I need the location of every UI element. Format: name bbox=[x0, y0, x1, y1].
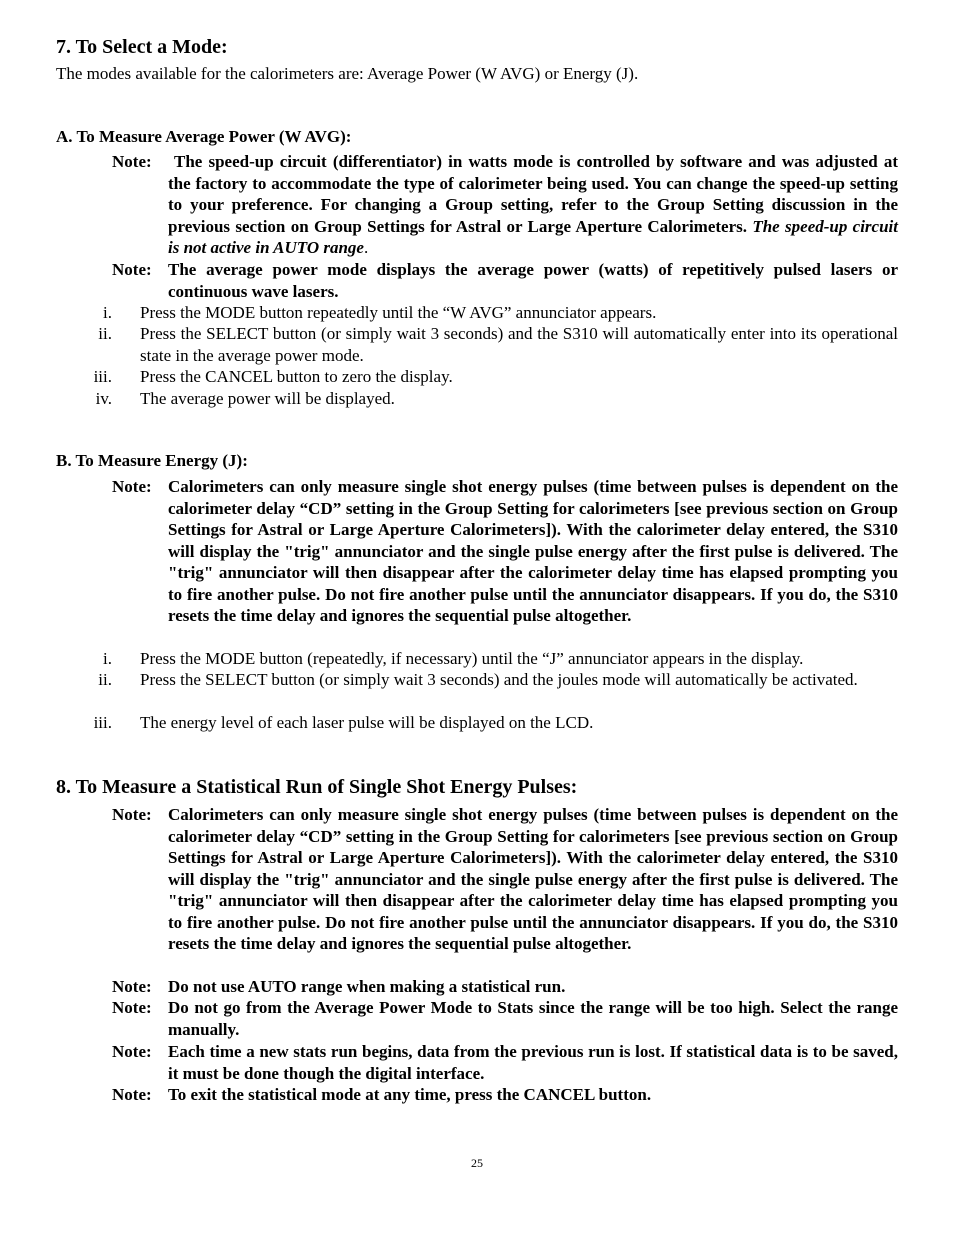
section-a-step-4 bbox=[56, 388, 898, 410]
section-b-step-1 bbox=[56, 648, 898, 670]
section-a-heading: A. To Measure Average Power (W AVG): bbox=[56, 127, 352, 146]
note-text: Do not use AUTO range when making a statistical run. bbox=[168, 977, 566, 996]
section-8-note-1 bbox=[112, 804, 898, 955]
page-number: 25 bbox=[471, 1156, 483, 1170]
step-number: i. bbox=[103, 649, 112, 668]
step-number: ii. bbox=[98, 670, 112, 689]
step-text: Press the SELECT button (or simply wait 3 seconds) and the S310 will automatically enter into its operational state in the average power mode. bbox=[140, 324, 898, 365]
step-text: The energy level of each laser pulse will be displayed on the LCD. bbox=[140, 713, 594, 732]
section-a-note-average-power bbox=[112, 259, 898, 302]
section-7-intro: The modes available for the calorimeters are: Average Power (W AVG) or Energy (J). bbox=[56, 64, 639, 83]
step-number: iii. bbox=[93, 367, 112, 386]
section-a-step-3 bbox=[56, 366, 898, 388]
note-text: The average power mode displays the average power (watts) of repetitively pulsed lasers or continuous wave lasers. bbox=[168, 260, 898, 301]
section-8-note-3 bbox=[112, 997, 898, 1040]
note-label: Note: bbox=[112, 477, 152, 496]
section-8-note-2 bbox=[112, 976, 898, 998]
note-italic-text: The speed-up circuit is not active in AUTO range bbox=[168, 216, 898, 257]
section-a-step-1 bbox=[56, 302, 898, 324]
note-label: Note: bbox=[112, 152, 152, 171]
note-text: To exit the statistical mode at any time, press the CANCEL button. bbox=[168, 1085, 652, 1104]
step-text: The average power will be displayed. bbox=[140, 389, 395, 408]
note-text: The speed-up circuit (differentiator) in watts mode is controlled by software and was adjusted at the factory to accommodate the type of calorimeter being used. You can change the speed-up setting to your preference. For changing a Group setting, refer to the Group Setting discussion in the previous section on Group Settings for Astral or Large Aperture Calorimeters. bbox=[168, 152, 898, 236]
step-number: iii. bbox=[93, 713, 112, 732]
step-text: Press the MODE button (repeatedly, if necessary) until the “J” annunciator appears in the display. bbox=[140, 649, 804, 668]
step-number: iv. bbox=[95, 389, 112, 408]
step-number: ii. bbox=[98, 324, 112, 343]
section-b-step-3 bbox=[56, 712, 898, 734]
note-label: Note: bbox=[112, 998, 152, 1017]
step-text: Press the SELECT button (or simply wait 3 seconds) and the joules mode will automatically be activated. bbox=[140, 670, 858, 689]
section-7-heading: 7. To Select a Mode: bbox=[56, 36, 228, 58]
section-a-step-2 bbox=[56, 323, 898, 366]
note-label: Note: bbox=[112, 977, 152, 996]
note-text: Calorimeters can only measure single shot energy pulses (time between pulses is dependent on the calorimeter delay “CD” setting in the Group Setting for calorimeters [see previous section on Group Settings for Astral or Large Aperture Calorimeters]). With the calorimeter delay entered, the S310 will display the "trig" annunciator and the single pulse energy after the first pulse is delivered. The "trig" annunciator will then disappear after the calorimeter delay time has elapsed prompting you to fire another pulse. Do not fire another pulse until the annunciator disappears. If you do, the S310 resets the time delay and ignores the sequential pulse altogether. bbox=[168, 805, 898, 953]
section-b-step-2 bbox=[56, 669, 898, 691]
note-label: Note: bbox=[112, 1085, 152, 1104]
step-text: Press the MODE button repeatedly until the “W AVG” annunciator appears. bbox=[140, 303, 657, 322]
note-label: Note: bbox=[112, 1042, 152, 1061]
section-8-heading: 8. To Measure a Statistical Run of Single Shot Energy Pulses: bbox=[56, 776, 578, 798]
note-text: Do not go from the Average Power Mode to Stats since the range will be too high. Select the range manually. bbox=[168, 998, 898, 1039]
note-text: Each time a new stats run begins, data from the previous run is lost. If statistical data is to be saved, it must be done though the digital interface. bbox=[168, 1042, 898, 1083]
section-8-note-5 bbox=[112, 1084, 898, 1106]
note-label: Note: bbox=[112, 260, 152, 279]
note-label: Note: bbox=[112, 805, 152, 824]
step-text: Press the CANCEL button to zero the display. bbox=[140, 367, 453, 386]
section-b-heading: B. To Measure Energy (J): bbox=[56, 451, 248, 470]
section-a-note-speedup bbox=[112, 151, 898, 259]
note-end: . bbox=[363, 238, 369, 257]
section-8-note-4 bbox=[112, 1041, 898, 1084]
note-text: Calorimeters can only measure single shot energy pulses (time between pulses is dependent on the calorimeter delay “CD” setting in the Group Setting for calorimeters [see previous section on Group Settings for Astral or Large Aperture Calorimeters]). With the calorimeter delay entered, the S310 will display the "trig" annunciator and the single pulse energy after the first pulse is delivered. The "trig" annunciator will then disappear after the calorimeter delay time has elapsed prompting you to fire another pulse. Do not fire another pulse until the annunciator disappears. If you do, the S310 resets the time delay and ignores the sequential pulse altogether. bbox=[168, 477, 898, 625]
section-b-note bbox=[112, 476, 898, 627]
step-number: i. bbox=[103, 303, 112, 322]
